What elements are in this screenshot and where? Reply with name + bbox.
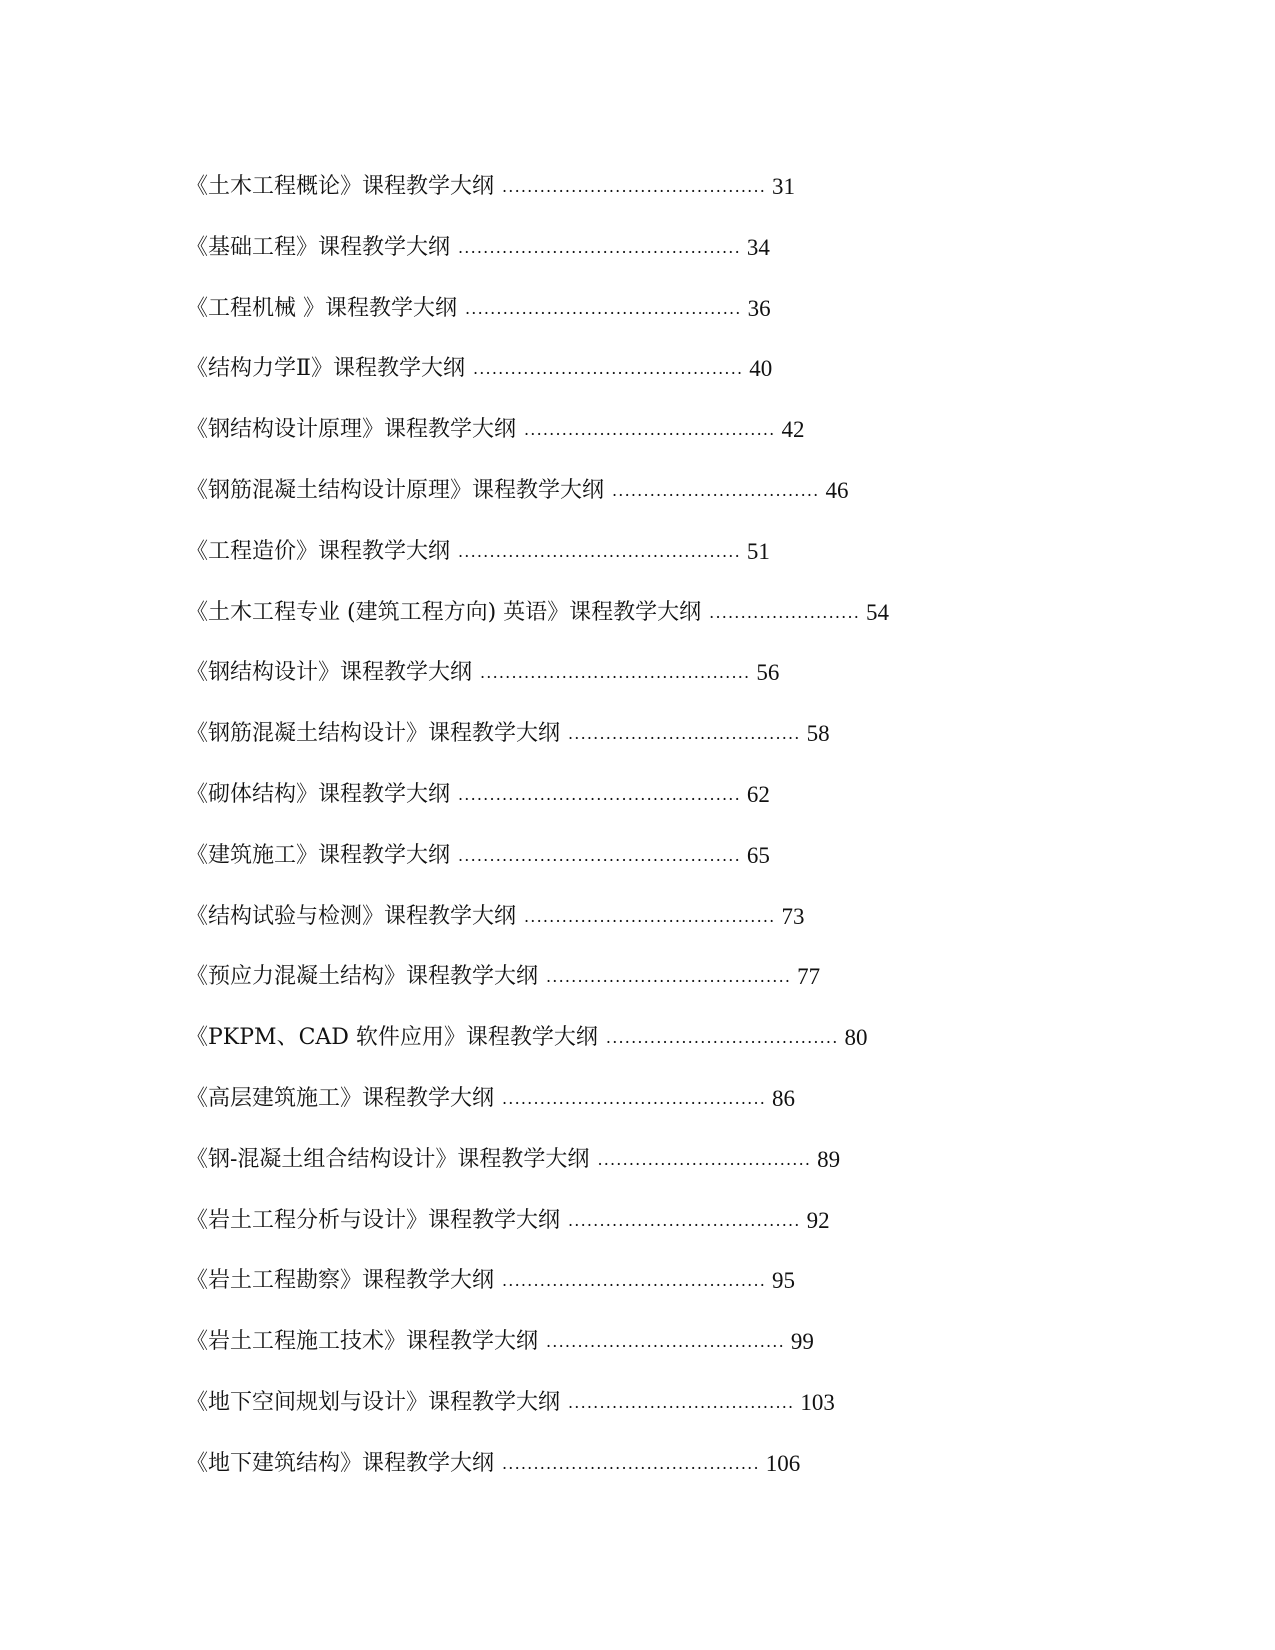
toc-entry-title: 《工程机械 》课程教学大纲 — [186, 295, 457, 321]
toc-leader-dots: ..................................... — [568, 1210, 801, 1230]
toc-page-number: 42 — [781, 417, 805, 443]
toc-entry-title: 《岩土工程施工技术》课程教学大纲 — [186, 1329, 539, 1355]
toc-entry-title: 《地下空间规划与设计》课程教学大纲 — [186, 1389, 561, 1415]
toc-leader-dots: ..................................... — [605, 1028, 839, 1048]
toc-leader-dots: ....................................... — [546, 967, 792, 987]
toc-entry[interactable] — [186, 1141, 889, 1202]
toc-entry[interactable] — [186, 290, 889, 351]
toc-entry[interactable] — [186, 1445, 889, 1506]
toc-entry-title: 《钢筋混凝土结构设计》课程教学大纲 — [186, 721, 561, 747]
toc-entry-title: 《钢结构设计原理》课程教学大纲 — [186, 417, 517, 443]
toc-leader-dots: ........................................... — [480, 663, 751, 683]
toc-entry-title: 《砌体结构》课程教学大纲 — [186, 781, 451, 807]
toc-page-number: 31 — [772, 174, 796, 199]
toc-page-number: 34 — [746, 234, 770, 260]
toc-entry[interactable] — [186, 168, 889, 229]
toc-entry[interactable] — [186, 1080, 889, 1141]
toc-leader-dots: ........................ — [709, 602, 861, 622]
toc-page-number: 80 — [844, 1025, 868, 1051]
toc-entry[interactable] — [186, 472, 889, 533]
toc-entry-title: 《岩土工程分析与设计》课程教学大纲 — [186, 1207, 561, 1233]
toc-page-number: 89 — [817, 1146, 841, 1172]
toc-entry[interactable] — [186, 1384, 889, 1445]
toc-page-number: 54 — [866, 599, 890, 625]
toc-page-number: 103 — [800, 1389, 835, 1415]
toc-entry[interactable] — [186, 533, 889, 594]
toc-entry-title: 《土木工程专业 (建筑工程方向) 英语》课程教学大纲 — [186, 599, 702, 625]
toc-leader-dots: ..................................... — [568, 724, 801, 744]
toc-entry[interactable] — [186, 1262, 889, 1323]
table-of-contents — [186, 168, 889, 1506]
toc-leader-dots: ............................................. — [458, 845, 741, 865]
toc-entry-title: 《土木工程概论》课程教学大纲 — [186, 174, 495, 199]
toc-entry[interactable] — [186, 594, 889, 655]
toc-entry[interactable] — [186, 1323, 889, 1384]
toc-entry[interactable] — [186, 229, 889, 290]
toc-entry[interactable] — [186, 958, 889, 1019]
toc-entry-title: 《结构试验与检测》课程教学大纲 — [186, 903, 517, 929]
toc-page-number: 36 — [747, 295, 771, 321]
toc-entry-title: 《PKPM、CAD 软件应用》课程教学大纲 — [186, 1025, 598, 1051]
toc-leader-dots: ............................................ — [465, 298, 742, 318]
toc-page-number: 92 — [806, 1207, 830, 1233]
toc-entry[interactable] — [186, 411, 889, 472]
toc-page-number: 56 — [756, 660, 780, 686]
toc-leader-dots: .................................... — [568, 1392, 795, 1412]
toc-entry[interactable] — [186, 1202, 889, 1263]
toc-entry-title: 《基础工程》课程教学大纲 — [186, 234, 451, 260]
toc-page-number: 95 — [772, 1268, 796, 1294]
toc-page-number: 65 — [746, 842, 770, 868]
toc-leader-dots: ........................................ — [524, 420, 776, 440]
toc-entry-title: 《钢-混凝土组合结构设计》课程教学大纲 — [186, 1146, 590, 1172]
toc-page-number: 77 — [797, 964, 821, 990]
toc-entry[interactable] — [186, 1019, 889, 1080]
toc-page-number: 46 — [825, 477, 849, 503]
toc-leader-dots: ........................................... — [472, 359, 744, 379]
toc-page-number: 40 — [749, 356, 773, 382]
toc-entry-title: 《地下建筑结构》课程教学大纲 — [186, 1450, 495, 1476]
toc-entry[interactable] — [186, 350, 889, 411]
toc-leader-dots: .......................................... — [502, 1271, 767, 1291]
toc-leader-dots: .......................................... — [502, 177, 767, 196]
toc-page-number: 51 — [746, 538, 770, 564]
toc-entry-title: 《高层建筑施工》课程教学大纲 — [186, 1085, 495, 1111]
toc-entry-title: 《工程造价》课程教学大纲 — [186, 538, 451, 564]
toc-leader-dots: ............................................. — [458, 541, 741, 561]
toc-entry[interactable] — [186, 715, 889, 776]
toc-leader-dots: ............................................. — [458, 784, 741, 804]
toc-entry[interactable] — [186, 837, 889, 898]
toc-leader-dots: ................................. — [612, 480, 820, 500]
toc-page-number: 86 — [772, 1085, 796, 1111]
toc-leader-dots: ........................................ — [524, 906, 776, 926]
toc-page-number: 62 — [746, 781, 770, 807]
toc-leader-dots: ...................................... — [546, 1332, 785, 1352]
toc-page-number: 73 — [781, 903, 805, 929]
toc-leader-dots: ............................................. — [458, 237, 741, 257]
toc-leader-dots: ......................................... — [502, 1453, 760, 1473]
toc-leader-dots: .......................................... — [502, 1088, 767, 1108]
toc-page-number: 99 — [790, 1329, 814, 1355]
toc-entry-title: 《岩土工程勘察》课程教学大纲 — [186, 1268, 495, 1294]
toc-entry-title: 《建筑施工》课程教学大纲 — [186, 842, 451, 868]
toc-entry[interactable] — [186, 776, 889, 837]
toc-page-number: 106 — [765, 1450, 801, 1476]
toc-entry-title: 《钢筋混凝土结构设计原理》课程教学大纲 — [186, 477, 605, 503]
toc-leader-dots: .................................. — [597, 1149, 812, 1169]
toc-entry[interactable] — [186, 654, 889, 715]
toc-entry-title: 《钢结构设计》课程教学大纲 — [186, 660, 473, 686]
toc-page-number: 58 — [806, 721, 830, 747]
toc-entry-title: 《结构力学Ⅱ》课程教学大纲 — [186, 356, 465, 382]
toc-entry[interactable] — [186, 898, 889, 959]
toc-entry-title: 《预应力混凝土结构》课程教学大纲 — [186, 964, 539, 990]
